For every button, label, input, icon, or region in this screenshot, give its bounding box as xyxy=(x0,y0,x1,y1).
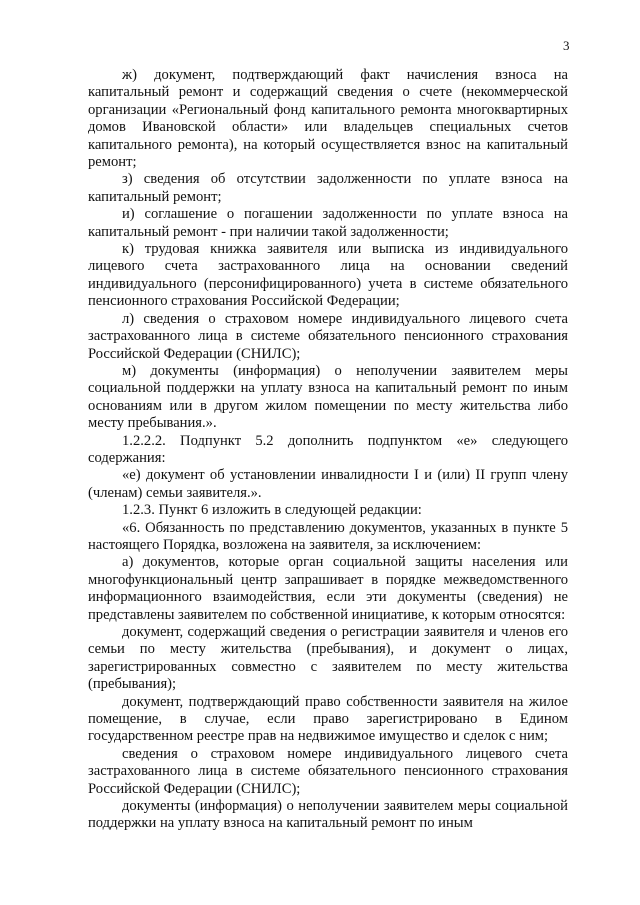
paragraph: документ, подтверждающий право собственности заявителя на жилое помещение, в случае, если право зарегистрировано в Едином государственном реестре прав на недвижимое имущество и сделок с ним; xyxy=(88,693,568,745)
paragraph: документ, содержащий сведения о регистрации заявителя и членов его семьи по месту жительства (пребывания), и документ о лицах, зарегистрированных совместно с заявителем по месту жительства (пребывания); xyxy=(88,624,568,693)
paragraph: а) документов, которые орган социальной защиты населения или многофункциональный центр запрашивает в порядке межведомственного информационного взаимодействия, если эти документы (сведения) не представлены заявителем по собственной инициативе, к которым относятся: xyxy=(88,554,568,623)
paragraph: и) соглашение о погашении задолженности по уплате взноса на капитальный ремонт - при наличии такой задолженности; xyxy=(88,206,568,240)
paragraph: «6. Обязанность по представлению документов, указанных в пункте 5 настоящего Порядка, возложена на заявителя, за исключением: xyxy=(88,519,568,553)
document-body xyxy=(88,67,568,833)
paragraph: ж) документ, подтверждающий факт начисления взноса на капитальный ремонт и содержащий сведения о счете (некоммерческой организации «Региональный фонд капитального ремонта многоквартирных домов Ивановской области» или владельцев специальных счетов капитального ремонта), на который осуществляется взнос на капитальный ремонт; xyxy=(88,67,568,171)
paragraph: м) документы (информация) о неполучении заявителем меры социальной поддержки на уплату взноса на капитальный ремонт по иным основаниям или в другом жилом помещении по месту жительства либо месту пребывания.». xyxy=(88,362,568,432)
paragraph: 1.2.3. Пункт 6 изложить в следующей редакции: xyxy=(122,502,422,519)
paragraph: л) сведения о страховом номере индивидуального лицевого счета застрахованного лица в системе обязательного пенсионного страхования Российской Федерации (СНИЛС); xyxy=(88,310,568,362)
paragraph: з) сведения об отсутствии задолженности по уплате взноса на капитальный ремонт; xyxy=(88,171,568,205)
paragraph: 1.2.2.2. Подпункт 5.2 дополнить подпунктом «е» следующего содержания: xyxy=(88,432,568,466)
page-number: 3 xyxy=(563,38,570,53)
paragraph: сведения о страховом номере индивидуального лицевого счета застрахованного лица в системе обязательного пенсионного страхования Российской Федерации (СНИЛС); xyxy=(88,745,568,797)
paragraph: к) трудовая книжка заявителя или выписка из индивидуального лицевого счета застрахованного лица на основании сведений индивидуального (персонифицированного) учета в системе обязательного пенсионного страхования Российской Федерации; xyxy=(88,241,568,310)
paragraph: документы (информация) о неполучении заявителем меры социальной поддержки на уплату взноса на капитальный ремонт по иным xyxy=(88,798,568,832)
paragraph: «е) документ об установлении инвалидности I и (или) II групп члену (членам) семьи заявителя.». xyxy=(88,467,568,501)
